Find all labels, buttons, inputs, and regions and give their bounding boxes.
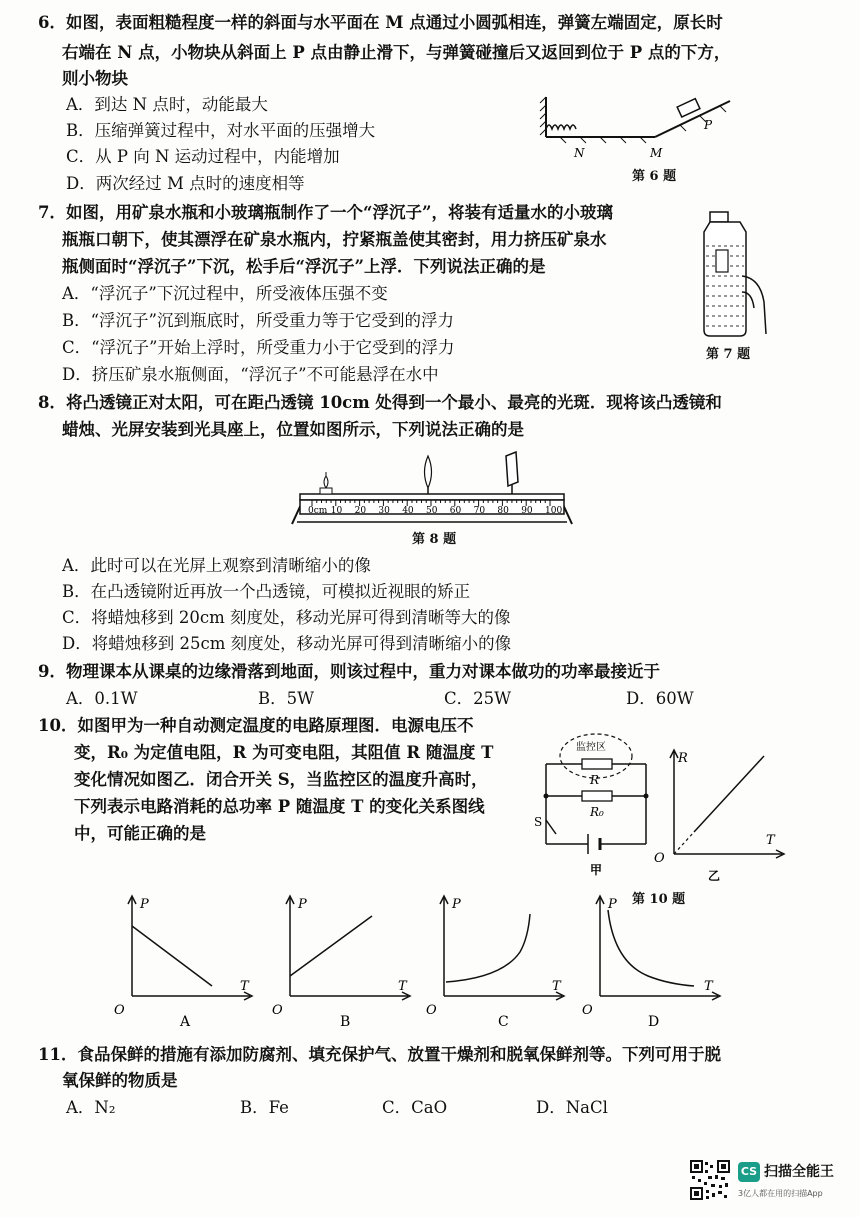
q10-graph-c [422,892,572,1032]
q8-scale-label: 90 [521,506,533,516]
q10-r-label: R [590,773,600,787]
q10-graph-d-letter: D [648,1014,660,1030]
q8-stem-line2: 蜡烛、光屏安装到光具座上，位置如图所示，下列说法正确的是 [62,420,524,439]
q11-option-b: B．Fe [240,1098,289,1117]
q10-jia-label: 甲 [590,863,603,877]
q7-bottle-figure [690,212,770,342]
q11-option-d: D．NaCl [536,1098,608,1117]
q8-stem-line1: 8．将凸透镜正对太阳，可在距凸透镜 10cm 处得到一个最小、最亮的光斑．现将该凸透镜和 [38,393,722,412]
q6-stem-line2: 右端在 N 点，小物块从斜面上 P 点由静止滑下，与弹簧碰撞后又返回到位于 P 点的下方， [62,43,731,62]
q10-graph-c-y: P [452,897,461,912]
q7-stem-line2: 瓶瓶口朝下，使其漂浮在矿泉水瓶内，拧紧瓶盖使其密封，用力挤压矿泉水 [62,230,607,249]
q8-option-c: C．将蜡烛移到 20cm 刻度处，移动光屏可得到清晰等大的像 [62,608,511,627]
q10-circuit-diagram [530,722,670,882]
q10-stem-line5: 中，可能正确的是 [74,824,206,843]
q8-option-d: D．将蜡烛移到 25cm 刻度处，移动光屏可得到清晰缩小的像 [62,634,512,653]
q8-caption: 第 8 题 [412,532,457,547]
q9-option-b: B．5W [258,689,315,708]
q10-graph-yi [654,746,790,883]
q10-graph-c-letter: C [498,1014,509,1030]
q11-option-a: A．N₂ [66,1098,116,1117]
q10-graph-b-letter: B [340,1014,351,1030]
q6-label-p: P [704,118,713,132]
q8-scale-label: 70 [473,506,486,516]
q6-option-d: D．两次经过 M 点时的速度相等 [66,174,305,193]
q8-scale-label: 30 [378,506,390,516]
q10-yi-y-label: R [678,751,688,766]
q10-switch-label: S [534,815,543,829]
q6-stem-line1: 6．如图，表面粗糙程度一样的斜面与水平面在 M 点通过小圆弧相连，弹簧左端固定，原长时 [38,13,723,32]
q10-graph-d-y: P [608,897,617,912]
q7-option-a: A．“浮沉子”下沉过程中，所受液体压强不变 [62,284,388,303]
q10-graph-b-origin: O [272,1003,283,1018]
q7-caption: 第 7 题 [706,347,751,362]
q10-monitor-zone-label: 监控区 [576,742,606,753]
q9-option-a: A．0.1W [66,689,138,708]
q10-r0-label: R₀ [590,805,604,819]
q6-stem-line3: 则小物块 [62,69,128,88]
q7-option-d: D．挤压矿泉水瓶侧面，“浮沉子”不可能悬浮在水中 [62,365,439,384]
q10-stem-line1: 10．如图甲为一种自动测定温度的电路原理图．电源电压不 [38,716,474,735]
q7-option-c: C．“浮沉子”开始上浮时，所受重力小于它受到的浮力 [62,338,455,357]
q11-option-c: C．CaO [382,1098,448,1117]
q10-caption: 第 10 题 [632,892,686,907]
q10-graph-d [578,892,728,1032]
q6-option-b: B．压缩弹簧过程中，对水平面的压强增大 [66,121,376,140]
q10-graph-a-letter: A [180,1014,191,1030]
q8-option-a: A．此时可以在光屏上观察到清晰缩小的像 [62,556,371,575]
q9-option-d: D．60W [626,689,694,708]
q10-graph-b-x: T [398,979,407,994]
q6-option-a: A．到达 N 点时，动能最大 [66,95,268,114]
q10-graph-a [110,892,260,1032]
q9-option-c: C．25W [444,689,512,708]
q10-yi-label: 乙 [708,869,721,883]
q10-stem-line3: 变化情况如图乙．闭合开关 S，当监控区的温度升高时， [74,770,488,789]
q8-scale-label: 100 [545,506,563,516]
brand-name: 扫描全能王 [764,1164,834,1180]
q8-scale-label: 40 [402,506,414,516]
q8-scale-label: 60 [449,506,462,516]
q6-label-n: N [574,146,585,160]
q10-graph-a-y: P [140,897,149,912]
q8-scale-label: 50 [426,506,438,516]
q9-stem-line1: 9．物理课本从课桌的边缘滑落到地面，则该过程中，重力对课本做功的功率最接近于 [38,662,660,681]
q8-scale-label: 0cm [308,506,328,516]
q10-stem-line4: 下列表示电路消耗的总功率 P 随温度 T 的变化关系图线 [74,797,485,816]
q10-graph-d-x: T [704,979,713,994]
q8-optical-bench [282,444,582,534]
q6-caption: 第 6 题 [632,169,677,184]
q10-yi-origin: O [654,851,665,866]
brand-slogan: 3亿人都在用的扫描App [738,1189,823,1198]
q8-scale-label: 10 [330,506,343,516]
q10-graph-c-x: T [552,979,561,994]
qr-code-icon [690,1160,730,1200]
q10-graph-b-y: P [298,897,307,912]
q7-stem-line3: 瓶侧面时“浮沉子”下沉，松手后“浮沉子”上浮．下列说法正确的是 [62,257,546,276]
q8-scale-label: 80 [497,506,509,516]
q10-stem-line2: 变，R₀ 为定值电阻，R 为可变电阻，其阻值 R 随温度 T [74,743,494,762]
q6-option-c: C．从 P 向 N 运动过程中，内能增加 [66,147,340,166]
q10-graph-a-origin: O [114,1003,125,1018]
q7-option-b: B．“浮沉子”沉到瓶底时，所受重力等于它受到的浮力 [62,311,454,330]
q7-stem-line1: 7．如图，用矿泉水瓶和小玻璃瓶制作了一个“浮沉子”，将装有适量水的小玻璃 [38,203,613,222]
q10-graph-d-origin: O [582,1003,593,1018]
q8-scale-label: 20 [354,506,367,516]
q10-yi-x-label: T [766,833,775,848]
q10-graph-b [268,892,418,1032]
q10-graph-a-x: T [240,979,249,994]
q10-graph-c-origin: O [426,1003,437,1018]
q6-slope-figure [540,95,740,165]
q8-option-b: B．在凸透镜附近再放一个凸透镜，可模拟近视眼的矫正 [62,582,471,601]
q11-stem-line1: 11．食品保鲜的措施有添加防腐剂、填充保护气、放置干燥剂和脱氧保鲜剂等。下列可用于脱 [38,1045,721,1064]
q6-label-m: M [650,146,663,160]
camscanner-logo-icon: CS [738,1162,760,1182]
q11-stem-line2: 氧保鲜的物质是 [62,1071,178,1090]
